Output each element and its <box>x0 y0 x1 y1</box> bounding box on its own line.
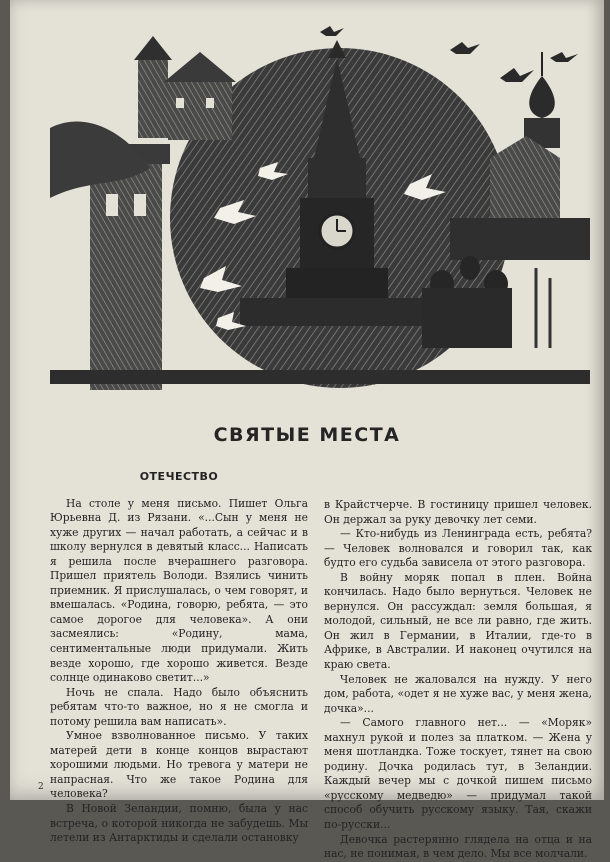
left-column <box>50 470 308 846</box>
paragraph: Девочка растерянно глядела на отца и на нас, не понимая, в чем дело. Мы все молчали. <box>324 832 592 861</box>
paragraph: В Новой Зеландии, помню, была у нас встреча, о которой никогда не забудешь. Мы летели из Антарктиды и сделали остановку <box>50 802 308 845</box>
paragraph: Ночь не спала. Надо было объяснить ребятам что-то важное, но я не смогла и потому решила вам написать». <box>50 685 308 728</box>
left-castle <box>134 36 236 140</box>
paragraph: В войну моряк попал в плен. Война кончилась. Надо было вернуться. Человек не вернулся. Он рассуждал: земля большая, я молодой, сильный, не все ли равно, где жить. Он жил в Германии, в Италии, где-то в Африке, в Австралии. И наконец очутился на краю света. <box>324 570 592 672</box>
paragraph: в Крайстчерче. В гостиницу пришел человек. Он держал за руку девочку лет семи. <box>324 498 592 526</box>
paragraph: На столе у меня письмо. Пишет Ольга Юрьевна Д. из Рязани. «...Сын у меня не хуже других — начал работать, а сейчас и в школу вернулся в девятый класс... Написать я решила после вчерашнего разговора. Пришел приятель Володи. Взялись чинить приемник. Я прислушалась, о чем говорят, и вмешалась. «Родина, говорю, ребята, — это самое дорогое для человека». А они засмеялись: «Родину, мама, сентиментальные люди придумали. Жить везде хорошо, где хорошо живется. Везде солнце одинаково светит...» <box>50 496 308 685</box>
ground <box>50 370 590 384</box>
magazine-page <box>10 0 604 861</box>
page-number: 2 <box>38 782 44 792</box>
right-column <box>324 498 592 862</box>
paragraph: Умное взволнованное письмо. У таких матерей дети в конце концов вырастают хорошими людьми. Но тревога у матери не напрасная. Что же такое Родина для человека? <box>50 729 308 801</box>
header-illustration <box>50 18 590 390</box>
paragraph: Человек не жаловался на нужду. У него дом, работа, «одет я не хуже вас, у меня жена, дочка»... <box>324 672 592 715</box>
paragraph: — Кто-нибудь из Ленинграда есть, ребята? — Человек волновался и говорил так, как будто его судьба зависела от этого разговора. <box>324 527 592 570</box>
section-heading: ОТЕЧЕСТВО <box>139 470 219 483</box>
article-title: СВЯТЫЕ МЕСТА <box>213 424 401 446</box>
paragraph: — Самого главного нет... — «Моряк» махнул рукой и полез за платком. — Жена у меня шотландка. Тоже тоскует, тянет на свою родину. Дочка родилась тут, в Зеландии. Каждый вечер мы с дочкой пишем письмо «русскому медведю» — придумал такой способ обучить русскому языку. Тая, скажи по-русски... <box>324 716 592 832</box>
